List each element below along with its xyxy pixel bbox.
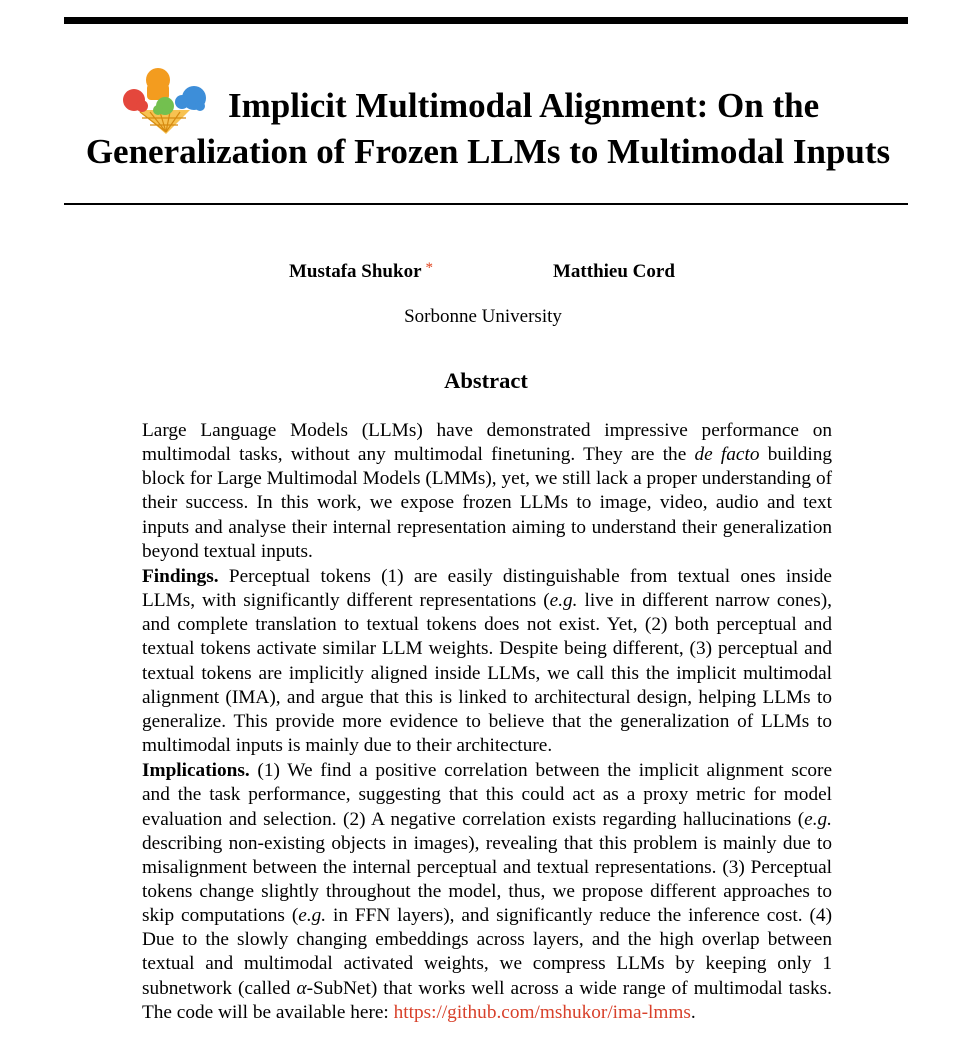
affiliation: Sorbonne University — [404, 306, 562, 327]
text-run: live in different narrow cones), and complete translation to textual tokens does not exist. Yet, (2) both perceptual and textual tokens activate similar LLM weights. Despite being different, (3) perceptual and textual tokens are implicitly aligned inside LLMs, we call this the implicit multimodal alignment (IMA), and argue that this is linked to architectural design, helping LLMs to generalize. This provide more evidence to believe that the generalization of LLMs to multimodal inputs is mainly due to their architecture. — [142, 590, 832, 757]
abstract-heading: Abstract — [444, 368, 528, 393]
text-run: describing non-existing objects in images), revealing that this problem is mainly due to misalignment between the internal perceptual and textual representations. (3) Perceptual tokens change slightly throughout the model, thus, we propose different approaches to skip computations ( — [142, 832, 832, 927]
abstract-body — [142, 419, 832, 1025]
title-line-2: Generalization of Frozen LLMs to Multimodal Inputs — [85, 132, 891, 171]
abstract-paragraph-findings — [142, 565, 832, 758]
author-1 — [289, 261, 433, 283]
author-2 — [553, 261, 675, 283]
puzzle-brain-logo-icon — [120, 66, 212, 138]
emphasis: e.g. — [804, 808, 832, 830]
abstract-paragraph-implications — [142, 759, 832, 1025]
text-run: Perceptual tokens (1) are easily distinguishable from textual ones inside LLMs, with significantly different representations ( — [142, 565, 832, 612]
top-rule — [64, 17, 908, 24]
implications-lead: Implications. — [142, 760, 250, 782]
emphasis: e.g. — [298, 905, 327, 927]
corresponding-author-mark[interactable]: * — [425, 260, 433, 276]
text-run: . — [690, 1001, 696, 1023]
emphasis: e.g. — [549, 590, 578, 612]
title-bottom-rule — [64, 203, 908, 205]
text-run: Large Language Models (LLMs) have demonstrated impressive performance on multimodal tasks, without any multimodal finetuning. They are the — [142, 420, 832, 466]
author-name: Matthieu Cord — [553, 261, 675, 282]
abstract-paragraph-intro — [142, 419, 832, 564]
text-run: (1) We find a positive correlation between the implicit alignment score and the task performance, suggesting that this could act as a proxy metric for model evaluation and selection. (2) A negative correlation exists regarding hallucinations ( — [142, 760, 832, 830]
title-line-1: Implicit Multimodal Alignment: On the — [228, 86, 820, 125]
author-name: Mustafa Shukor — [289, 261, 422, 282]
text-run: building block for Large Multimodal Models (LMMs), yet, we still lack a proper understanding of their success. In this work, we expose frozen LLMs to image, video, audio and text inputs and analyse their internal representation aiming to understand their generalization beyond textual inputs. — [142, 444, 832, 562]
alpha-symbol: α — [296, 977, 307, 999]
code-repository-link[interactable]: https://github.com/mshukor/ima-lmms — [393, 1001, 691, 1023]
findings-lead: Findings. — [142, 565, 219, 587]
text-run: -SubNet) that works well across a wide range of multimodal tasks. The code will be available here: — [142, 977, 833, 1023]
emphasis: de facto — [694, 444, 760, 466]
text-run: in FFN layers), and significantly reduce the inference cost. (4) Due to the slowly changing embeddings across layers, and the high overlap between textual and multimodal activated weights, we compress LLMs by keeping only 1 subnetwork (called — [142, 905, 832, 999]
